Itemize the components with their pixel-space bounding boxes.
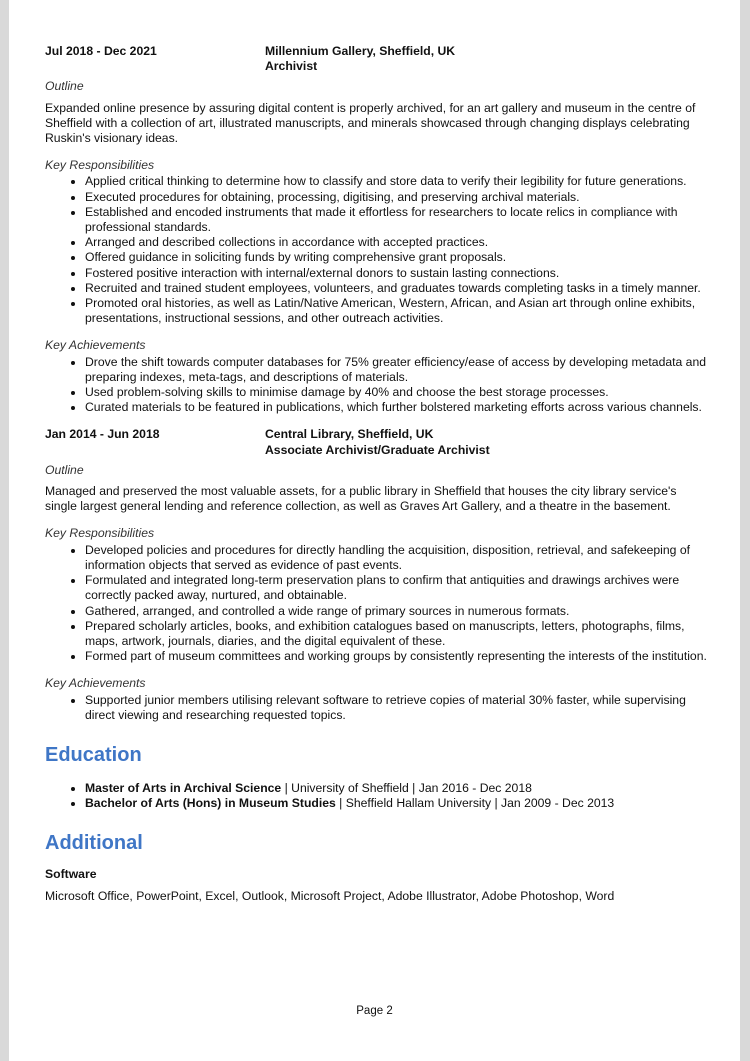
- list-item: • Offered guidance in soliciting funds by writing comprehensive grant proposals.: [85, 250, 710, 265]
- responsibilities-label: Key Responsibilities: [45, 158, 155, 173]
- responsibilities-label: Key Responsibilities: [45, 526, 155, 541]
- responsibilities-list: [45, 174, 710, 326]
- achievements-list: [45, 355, 710, 416]
- list-item: • Curated materials to be featured in publications, which further bolstered marketing efforts across various channels.: [85, 400, 710, 415]
- degree-name: Bachelor of Arts (Hons) in Museum Studies: [85, 796, 336, 811]
- job-entry: [45, 44, 710, 415]
- resume-page: [9, 0, 740, 1061]
- job-dates: Jan 2014 - Jun 2018: [45, 427, 160, 442]
- job-dates: Jul 2018 - Dec 2021: [45, 44, 157, 58]
- list-item: • Formulated and integrated long-term preservation plans to confirm that antiquities and drawings archives were correctly packed away, nurtured, and obtainable.: [85, 573, 710, 603]
- education-section: [45, 743, 710, 811]
- list-item: • Used problem-solving skills to minimise damage by 40% and choose the best storage processes.: [85, 385, 710, 400]
- section-heading-additional: Additional: [45, 832, 143, 855]
- page-number: Page 2: [356, 1005, 393, 1017]
- list-item: • Gathered, arranged, and controlled a wide range of primary sources in numerous formats.: [85, 604, 710, 619]
- page-content: [45, 44, 710, 904]
- list-item: • Developed policies and procedures for directly handling the acquisition, disposition, retrieval, and safekeeping of information objects that served as evidence of past events.: [85, 543, 710, 573]
- achievements-list: [45, 693, 710, 723]
- achievements-label: Key Achievements: [45, 338, 146, 353]
- list-item: [85, 796, 710, 811]
- job-title: Associate Archivist/Graduate Archivist: [265, 442, 490, 457]
- software-label: Software: [45, 867, 97, 882]
- job-outline: Expanded online presence by assuring digital content is properly archived, for an art gallery and museum in the centre of Sheffield with a collection of art, illustrated manuscripts, and minerals showcased through changing displays celebrating Ruskin's visionary ideas.: [45, 100, 696, 146]
- responsibilities-list: [45, 543, 710, 665]
- job-place: [265, 44, 455, 74]
- outline-label: Outline: [45, 79, 84, 94]
- software-list: Microsoft Office, PowerPoint, Excel, Outlook, Microsoft Project, Adobe Illustrator, Adobe Photoshop, Word: [45, 888, 615, 903]
- list-item: • Recruited and trained student employees, volunteers, and graduates towards completing tasks in a timely manner.: [85, 281, 710, 296]
- job-employer: Millennium Gallery, Sheffield, UK: [265, 44, 456, 58]
- list-item: • Applied critical thinking to determine how to classify and store data to verify their legibility for future generations.: [85, 174, 710, 189]
- degree-name: Master of Arts in Archival Science: [85, 780, 282, 795]
- education-list: [45, 781, 710, 811]
- list-item: • Supported junior members utilising relevant software to retrieve copies of material 30% faster, while supervising direct viewing and researching requested topics.: [85, 693, 710, 723]
- degree-detail: | University of Sheffield | Jan 2016 - Dec 2018: [281, 780, 532, 795]
- section-heading-education: Education: [45, 743, 142, 766]
- list-item: • Prepared scholarly articles, books, and exhibition catalogues based on manuscripts, letters, photographs, films, maps, artwork, journals, diaries, and the digital equivalent of these.: [85, 619, 710, 649]
- achievements-label: Key Achievements: [45, 676, 146, 691]
- outline-label: Outline: [45, 462, 84, 477]
- job-place: [265, 427, 490, 457]
- degree-detail: | Sheffield Hallam University | Jan 2009 - Dec 2013: [335, 796, 615, 811]
- job-entry: [45, 427, 710, 722]
- additional-section: [45, 831, 710, 903]
- list-item: • Formed part of museum committees and working groups by consistently representing the interests of the institution.: [85, 649, 710, 664]
- job-outline: Managed and preserved the most valuable assets, for a public library in Sheffield that houses the city library service's single largest general lending and reference collection, as well as Graves Art Gallery, and a theatre in the basement.: [45, 484, 677, 514]
- job-header: [45, 427, 710, 457]
- job-title: Archivist: [265, 59, 318, 74]
- job-header: [45, 44, 710, 74]
- job-employer: Central Library, Sheffield, UK: [265, 427, 434, 442]
- list-item: • Promoted oral histories, as well as Latin/Native American, Western, African, and Asian art through online exhibits, presentations, instructional sessions, and other outreach activities.: [85, 296, 710, 326]
- list-item: [85, 781, 710, 796]
- list-item: • Executed procedures for obtaining, processing, digitising, and preserving archival materials.: [85, 190, 710, 205]
- list-item: • Drove the shift towards computer databases for 75% greater efficiency/ease of access by developing metadata and preparing indexes, meta-tags, and descriptions of materials.: [85, 355, 710, 385]
- list-item: • Established and encoded instruments that made it effortless for researchers to locate relics in compliance with professional standards.: [85, 205, 710, 235]
- list-item: • Fostered positive interaction with internal/external donors to sustain lasting connections.: [85, 266, 710, 281]
- list-item: • Arranged and described collections in accordance with accepted practices.: [85, 235, 710, 250]
